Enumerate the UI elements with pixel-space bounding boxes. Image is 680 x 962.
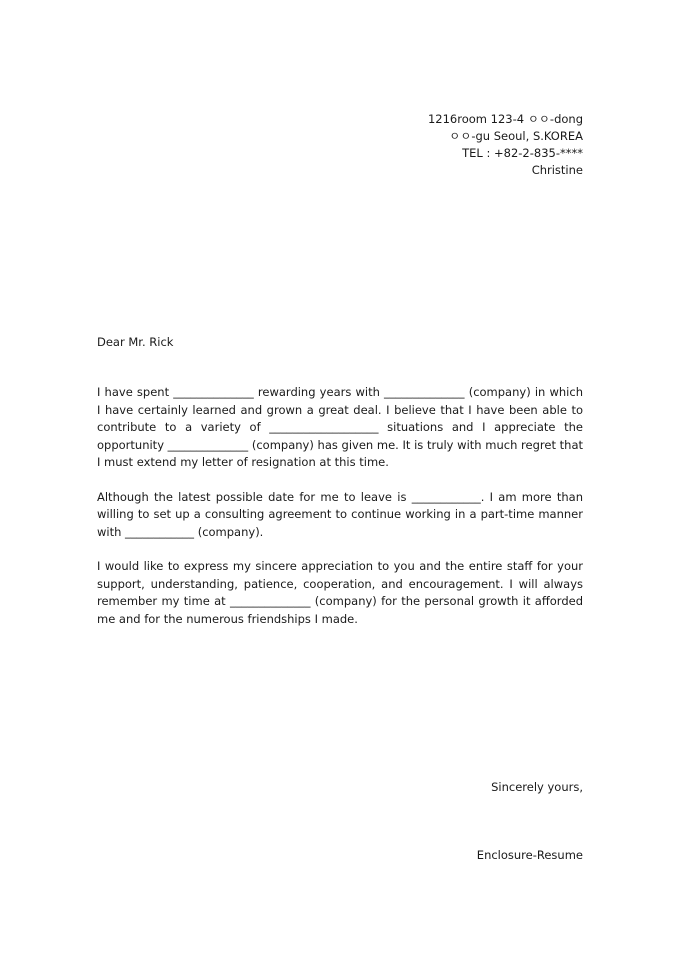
sender-name: Christine [531,163,583,177]
salutation: Dear Mr. Rick [97,335,174,349]
body-paragraph-2: Although the latest possible date for me to leave is ____________. I am more than willing to set up a consulting agreement to continue working in a part-time manner with ____________ (company). [97,489,583,539]
sender-address-block [428,111,583,179]
body-paragraph-3: I would like to express my sincere appreciation to you and the entire staff for your support, understanding, patience, cooperation, and encouragement. I will always remember my time at ______________ (company) for the personal growth it afforded me and for the numerous friendships I made. [97,559,583,626]
address-line-phone: TEL : +82-2-835-**** [462,146,583,160]
address-line-city: ㅇㅇ-gu Seoul, S.KOREA [449,129,583,143]
closing-line: Sincerely yours, [491,780,583,794]
address-line-street: 1216room 123-4 ㅇㅇ-dong [427,112,583,126]
body-paragraph-1: I have spent ______________ rewarding years with ______________ (company) in which I have certainly learned and grown a great deal. I believe that I have been able to contribute to a variety of ___________________ situations and I appreciate the opportunity ______________ (company) has given me. It is truly with much regret that I must extend my letter of resignation at this time. [97,385,583,469]
letter-body [97,384,583,645]
enclosure-note: Enclosure-Resume [476,848,583,862]
